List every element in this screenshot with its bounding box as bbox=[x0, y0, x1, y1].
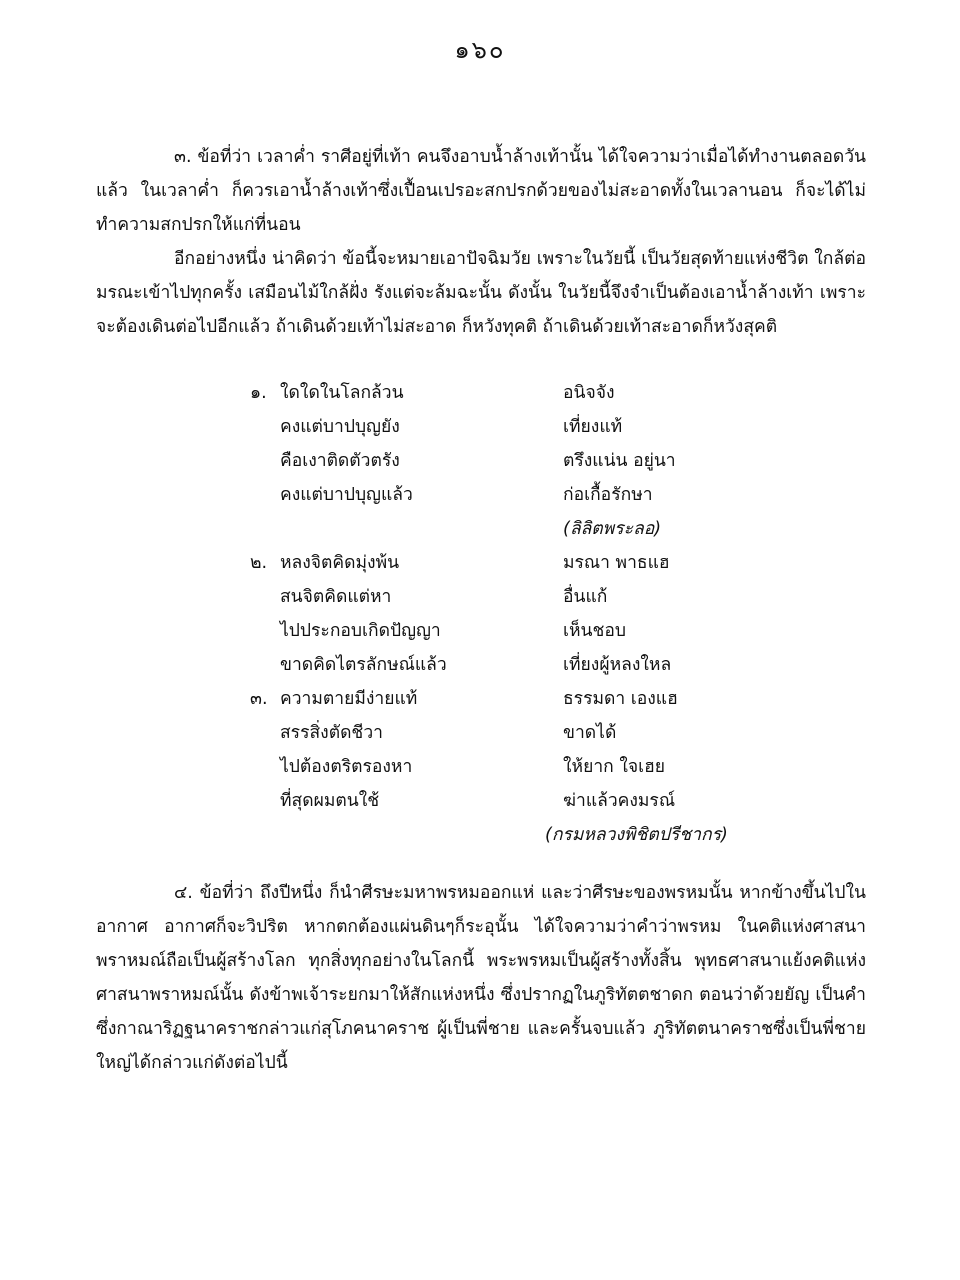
poem-line-first: คงแต่บาปบุญแล้ว bbox=[280, 485, 413, 505]
poem-credit: (กรมหลวงพิชิตปรีชากร) bbox=[545, 825, 728, 845]
poem-line-first: สนจิตคิดแต่หา bbox=[280, 587, 392, 607]
poem-line-first: ความตายมีง่ายแท้ bbox=[280, 689, 418, 709]
poem-line-second: เที่ยงผู้หลงใหล bbox=[563, 655, 672, 675]
poem-line-first: ไปประกอบเกิดปัญญา bbox=[280, 621, 441, 641]
poem-number: ๒. bbox=[250, 553, 268, 573]
paragraph-3 bbox=[96, 140, 866, 242]
poem-line-second: ตรึงแน่น อยู่นา bbox=[563, 451, 676, 471]
paragraph-additional bbox=[96, 242, 866, 344]
poem-number: ๑. bbox=[250, 383, 267, 403]
poem-line-first: ที่สุดผมตนใช้ bbox=[280, 791, 380, 811]
poem-line-second: ขาดได้ bbox=[563, 723, 617, 743]
poem-line-second: เห็นชอบ bbox=[563, 621, 626, 641]
poem-number: ๓. bbox=[250, 689, 268, 709]
poem-line-first: ขาดคิดไตรลักษณ์แล้ว bbox=[280, 655, 447, 675]
poem-line-first: หลงจิตคิดมุ่งพ้น bbox=[280, 553, 400, 573]
poem-line-second: มรณา พาธแฮ bbox=[563, 553, 670, 573]
poem-line-first: ใดใดในโลกล้วน bbox=[280, 383, 404, 403]
page-number: ๑๖๐ bbox=[454, 36, 506, 64]
poem-line-second: ก่อเกื้อรักษา bbox=[563, 485, 653, 505]
paragraph-4 bbox=[96, 876, 866, 1080]
poem-credit: (ลิลิตพระลอ) bbox=[563, 519, 662, 539]
paragraph-text: อีกอย่างหนึ่ง น่าคิดว่า ข้อนี้จะหมายเอาปัจฉิมวัย เพราะในวัยนี้ เป็นวัยสุดท้ายแห่งชีวิต ใกล้ต่อมรณะเข้าไปทุกครั้ง เสมือนไม้ใกล้ฝั่ง รังแต่จะล้มฉะนั้น ดังนั้น ในวัยนี้จึงจำเป็นต้องเอาน้ำล้างเท้า เพราะจะต้องเดินต่อไปอีกแล้ว ถ้าเดินด้วยเท้าไม่สะอาด ก็หวังทุคติ ถ้าเดินด้วยเท้าสะอาดก็หวังสุคติ bbox=[96, 249, 866, 337]
poem-line-second: ธรรมดา เองแฮ bbox=[563, 689, 678, 709]
poem-line-first: สรรสิ่งตัดชีวา bbox=[280, 723, 383, 743]
poem-line-first: ไปต้องตริตรองหา bbox=[280, 757, 413, 777]
poem-line-first: คงแต่บาปบุญยัง bbox=[280, 417, 400, 437]
poem-line-second: ฆ่าแล้วคงมรณ์ bbox=[563, 791, 676, 811]
paragraph-text: ๔. ข้อที่ว่า ถึงปีหนึ่ง ก็นำศีรษะมหาพรหมออกแห่ และว่าศีรษะของพรหมนั้น หากข้างขึ้นไปในอากาศ อากาศก็จะวิปริต หากตกต้องแผ่นดินๆก็ระอุนั้น ได้ใจความว่าคำว่าพรหม ในคติแห่งศาสนาพราหมณ์ถือเป็นผู้สร้างโลก ทุกสิ่งทุกอย่างในโลกนี้ พระพรหมเป็นผู้สร้างทั้งสิ้น พุทธศาสนาแย้งคติแห่งศาสนาพราหมณ์นั้น ดังข้าพเจ้าระยกมาให้สักแห่งหนึ่ง ซึ่งปรากฏในภูริทัตตชาดก ตอนว่าด้วยยัญ เป็นคำซึ่งกาณาริฏฐนาคราชกล่าวแก่สุโภคนาคราช ผู้เป็นพี่ชาย และครั้นจบแล้ว ภูริทัตตนาคราชซึ่งเป็นพี่ชายใหญ่ได้กล่าวแก่ดังต่อไปนี้ bbox=[96, 883, 866, 1073]
poem-line-second: อนิจจัง bbox=[563, 383, 615, 403]
poem-line-second: ให้ยาก ใจเฮย bbox=[563, 757, 666, 777]
paragraph-text: ๓. ข้อที่ว่า เวลาค่ำ ราศีอยู่ที่เท้า คนจึงอาบน้ำล้างเท้านั้น ได้ใจความว่าเมื่อได้ทำงานตลอดวันแล้ว ในเวลาค่ำ ก็ควรเอาน้ำล้างเท้าซึ่งเปื้อนเปรอะสกปรกด้วยของไม่สะอาดทั้งในเวลานอน ก็จะได้ไม่ทำความสกปรกให้แก่ที่นอน bbox=[96, 147, 866, 235]
poem-line-second: เที่ยงแท้ bbox=[563, 417, 623, 437]
poem-line-second: อื่นแก้ bbox=[563, 587, 608, 607]
poem-line-first: คือเงาติดตัวตรัง bbox=[280, 451, 400, 471]
